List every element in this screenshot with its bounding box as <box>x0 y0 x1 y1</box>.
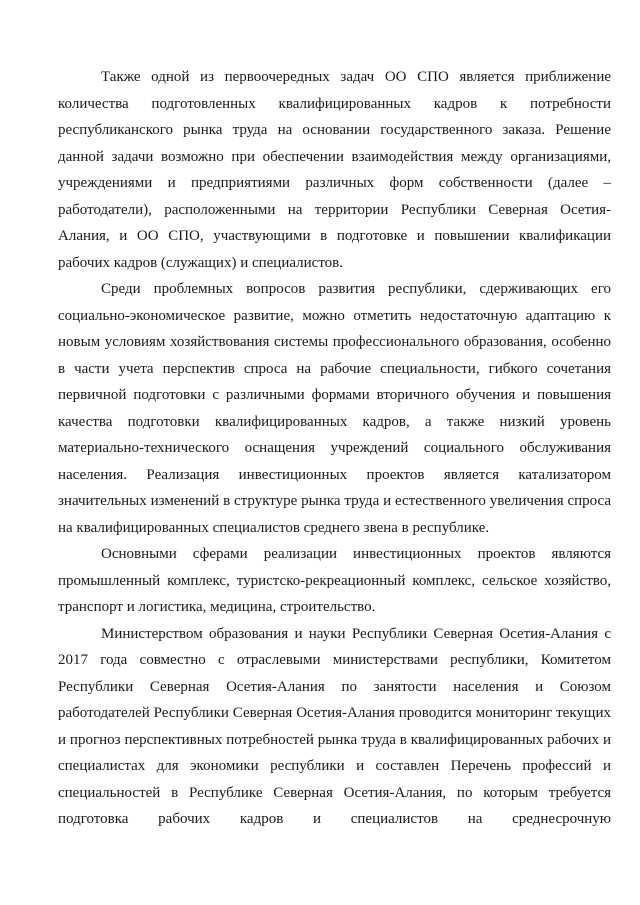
document-body <box>58 64 611 833</box>
paragraph-1: Также одной из первоочередных задач ОО СПО является приближение количества подготовленных квалифицированных кадров к потребности республиканского рынка труда на основании государственного заказа. Решение данной задачи возможно при обеспечении взаимодействия между организациями, учреждениями и предприятиями различных форм собственности (далее – работодатели), расположенными на территории Республики Северная Осетия-Алания, и ОО СПО, участвующими в подготовке и повышении квалификации рабочих кадров (служащих) и специалистов. <box>58 69 611 271</box>
paragraph-3: Основными сферами реализации инвестиционных проектов являются промышленный комплекс, туристско-рекреационный комплекс, сельское хозяйство, транспорт и логистика, медицина, строительство. <box>58 546 611 615</box>
paragraph-4: Министерством образования и науки Республики Северная Осетия-Алания с 2017 года совместно с отраслевыми министерствами республики, Комитетом Республики Северная Осетия-Алания по занятости населения и Союзом работодателей Республики Северная Осетия-Алания проводится мониторинг текущих и прогноз перспективных потребностей рынка труда в квалифицированных рабочих и специалистах для экономики республики и составлен Перечень профессий и специальностей в Республике Северная Осетия-Алания, по которым требуется подготовка рабочих кадров и специалистов на среднесрочную <box>58 625 611 827</box>
paragraph-2: Среди проблемных вопросов развития республики, сдерживающих его социально-экономическое развитие, можно отметить недостаточную адаптацию к новым условиям хозяйствования системы профессионального образования, особенно в части учета перспектив спроса на рабочие специальности, гибкого сочетания первичной подготовки с различными формами вторичного обучения и повышения качества подготовки квалифицированных кадров, а также низкий уровень материально-технического оснащения учреждений социального обслуживания населения. Реализация инвестиционных проектов является катализатором значительных изменений в структуре рынка труда и естественного увеличения спроса на квалифицированных специалистов среднего звена в республике. <box>58 281 611 536</box>
